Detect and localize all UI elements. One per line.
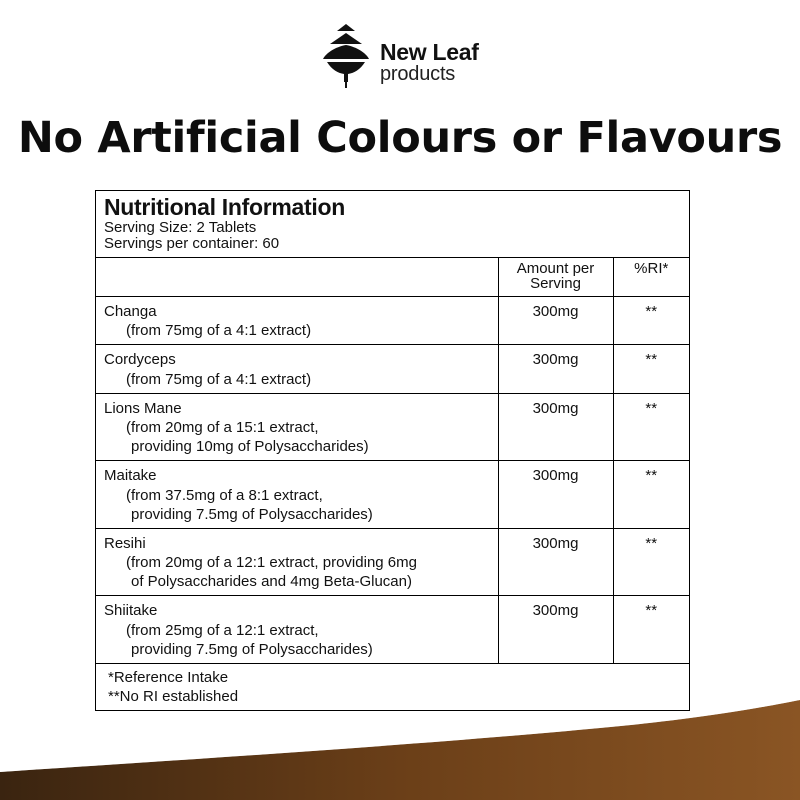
brand-subtitle: products — [380, 63, 456, 85]
column-header-amount — [498, 258, 613, 297]
panel-header — [96, 191, 689, 258]
ingredient-cell — [96, 528, 498, 596]
table-header-row — [96, 258, 689, 297]
ri-cell: ** — [613, 297, 689, 345]
amount-cell: 300mg — [498, 461, 613, 529]
table-row — [96, 528, 689, 596]
amount-cell: 300mg — [498, 393, 613, 461]
column-header-ri: %RI* — [613, 258, 689, 297]
ingredient-cell — [96, 297, 498, 345]
ri-cell: ** — [613, 528, 689, 596]
ingredient-detail: (from 75mg of a 4:1 extract) — [126, 322, 312, 340]
nutrition-table — [96, 258, 689, 664]
amount-cell: 300mg — [498, 297, 613, 345]
ingredient-name: Shiitake — [104, 602, 158, 620]
ingredient-detail: providing 7.5mg of Polysaccharides) — [131, 640, 373, 658]
amount-header-line1: Amount per — [516, 260, 595, 277]
ri-cell: ** — [613, 345, 689, 393]
ri-cell: ** — [613, 461, 689, 529]
column-header-ingredient — [96, 258, 498, 297]
ingredient-name: Cordyceps — [104, 351, 176, 369]
amount-cell: 300mg — [498, 596, 613, 664]
ingredient-name: Lions Mane — [104, 399, 182, 417]
ingredient-name: Changa — [104, 303, 157, 320]
headline: No Artificial Colours or Flavours — [17, 113, 783, 163]
table-row — [96, 393, 689, 461]
table-row — [96, 297, 689, 345]
nutrition-panel — [95, 190, 690, 711]
ingredient-cell — [96, 393, 498, 461]
ingredient-detail: providing 7.5mg of Polysaccharides) — [131, 505, 373, 523]
table-row — [96, 596, 689, 664]
ri-cell: ** — [613, 393, 689, 461]
serving-size: Serving Size: 2 Tablets — [104, 219, 257, 236]
amount-header-line2: Serving — [530, 275, 581, 293]
ingredient-detail: (from 20mg of a 15:1 extract, — [126, 418, 319, 436]
ingredient-name: Maitake — [104, 467, 157, 485]
table-row — [96, 461, 689, 529]
brand-logo — [322, 22, 479, 90]
ingredient-detail: (from 37.5mg of a 8:1 extract, — [126, 486, 323, 504]
ingredient-cell — [96, 461, 498, 529]
table-row — [96, 345, 689, 393]
ingredient-detail: (from 25mg of a 12:1 extract, — [126, 621, 319, 639]
ingredient-detail: providing 10mg of Polysaccharides) — [131, 438, 369, 456]
amount-cell: 300mg — [498, 345, 613, 393]
footnotes — [96, 664, 689, 710]
ingredient-detail: (from 20mg of a 12:1 extract, providing 6mg — [126, 554, 417, 572]
ingredient-detail: (from 75mg of a 4:1 extract) — [126, 370, 312, 388]
ingredient-detail: of Polysaccharides and 4mg Beta-Glucan) — [131, 573, 412, 591]
ingredient-cell — [96, 345, 498, 393]
servings-per-container: Servings per container: 60 — [104, 235, 280, 252]
amount-cell: 300mg — [498, 528, 613, 596]
panel-title: Nutritional Information — [104, 194, 345, 220]
ingredient-name: Resihi — [104, 534, 146, 552]
footnote-no-ri: **No RI established — [108, 688, 239, 706]
leaf-tree-icon — [322, 22, 370, 90]
footnote-reference-intake: *Reference Intake — [108, 669, 229, 686]
ingredient-cell — [96, 596, 498, 664]
brand-name: New Leaf — [380, 39, 479, 65]
ri-cell: ** — [613, 596, 689, 664]
